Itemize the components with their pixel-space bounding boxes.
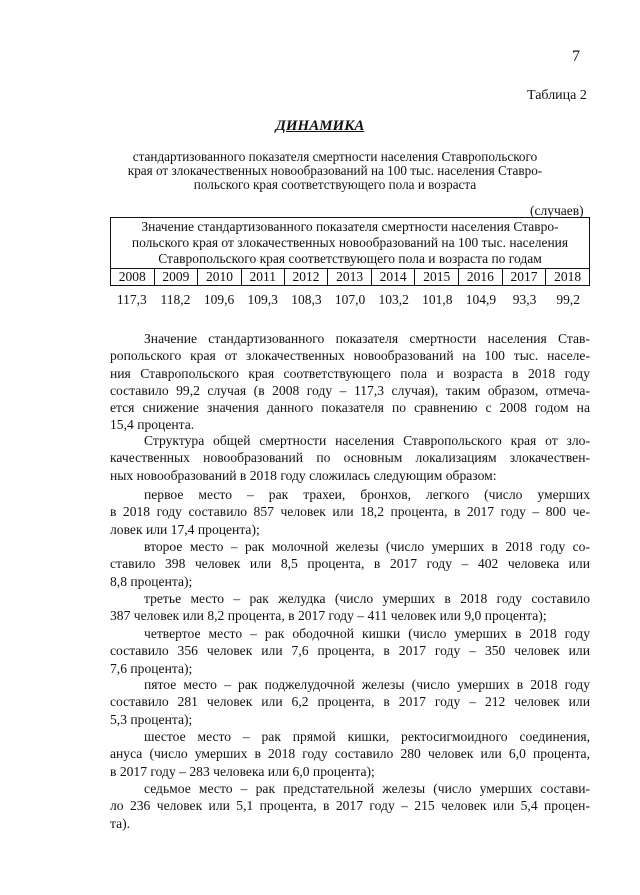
paragraph-line: Значение стандартизованного показателя смертности населения Став-	[144, 331, 590, 346]
value-cell: 103,2	[378, 292, 409, 307]
year-cell: 2011	[241, 269, 284, 286]
year-cell: 2010	[198, 269, 242, 286]
paragraph	[110, 780, 590, 832]
year-cell: 2015	[415, 269, 459, 286]
value-cell: 118,2	[160, 292, 191, 307]
paragraph-line: 8,8 процента);	[110, 573, 193, 589]
paragraph-line: 5,3 процента);	[110, 711, 193, 727]
paragraph-line: ставило 398 человек или 8,5 процента, в 2017 году – 402 человека или	[110, 556, 590, 572]
paragraph	[110, 538, 590, 590]
paragraph-line: качественных новообразований по основным локализациям злокачествен-	[110, 450, 590, 466]
value-cell: 107,0	[334, 292, 366, 307]
units-note: (случаев)	[530, 203, 584, 218]
table-header-line: Ставропольского края соответствующего пола и возраста по годам	[158, 251, 542, 266]
value-cell: 104,9	[465, 292, 497, 307]
year-cell: 2014	[371, 269, 415, 286]
paragraph-line: ло 236 человек или 5,1 процента, в 2017 году – 215 человек или 5,4 процен-	[110, 798, 590, 814]
year-cell: 2017	[502, 269, 546, 286]
paragraph	[110, 486, 590, 538]
subtitle-line: польского края соответствующего пола и возраста	[193, 177, 477, 192]
document-title: ДИНАМИКА	[275, 118, 365, 134]
paragraph	[110, 676, 590, 728]
paragraph-line: составило 99,2 случая (в 2008 году – 117,3 случая), таким образом, отмеча-	[110, 382, 590, 398]
paragraph-line: шестое место – рак прямой кишки, ректосигмоидного соединения,	[144, 729, 590, 744]
paragraph-line: та).	[110, 815, 131, 831]
paragraph-line: третье место – рак желудка (число умерших в 2018 году составило	[144, 591, 590, 606]
paragraph-line: Структура общей смертности населения Ставропольского края от зло-	[144, 433, 590, 448]
value-cell: 117,3	[116, 292, 147, 307]
paragraph-line: в 2017 году – 283 человека или 6,0 процента);	[110, 763, 375, 779]
paragraph-line: ется снижение значения данного показателя по сравнению с 2008 годом на	[110, 400, 590, 416]
paragraph-line: ловек или 17,4 процента);	[110, 521, 260, 537]
paragraph-line: ния Ставропольского края соответствующего пола и возраста в 2018 году	[110, 365, 590, 381]
paragraph-line: 15,4 процента.	[110, 417, 195, 433]
data-table	[110, 217, 590, 286]
year-row	[111, 269, 590, 286]
paragraph-line: второе место – рак молочной железы (число умерших в 2018 году со-	[144, 539, 590, 554]
paragraph-line: 7,6 процента);	[110, 660, 193, 676]
subtitle-line: стандартизованного показателя смертности населения Ставропольского	[132, 149, 538, 164]
value-row	[110, 292, 590, 308]
paragraph-line: четвертое место – рак ободочной кишки (число умерших в 2018 году	[144, 626, 590, 641]
paragraph-line: пятое место – рак поджелудочной железы (число умерших в 2018 году	[144, 677, 590, 692]
page-number: 7	[572, 48, 580, 65]
paragraph	[110, 590, 590, 625]
value-cell: 99,2	[556, 292, 581, 307]
paragraph	[110, 330, 590, 434]
paragraph-line: первое место – рак трахеи, бронхов, легкого (число умерших	[144, 487, 590, 502]
value-cell: 109,6	[203, 292, 235, 307]
paragraph-line: в 2018 году составило 857 человек или 18,2 процента, в 2017 году – 800 че-	[110, 504, 590, 520]
value-cell: 109,3	[247, 292, 278, 307]
document-subtitle	[60, 150, 610, 192]
paragraph-line: составило 356 человек или 7,6 процента, в 2017 году – 350 человек или	[110, 643, 590, 659]
year-cell: 2016	[459, 269, 503, 286]
paragraph-line: 387 человек или 8,2 процента, в 2017 году – 411 человек или 9,0 процента);	[110, 608, 547, 624]
value-cell: 101,8	[422, 292, 453, 307]
value-cell: 93,3	[512, 292, 537, 307]
paragraph	[110, 625, 590, 677]
paragraph-line: ануса (число умерших в 2018 году составило 280 человек или 6,0 процента,	[110, 746, 590, 762]
value-cell: 108,3	[291, 292, 322, 307]
paragraph	[110, 728, 590, 780]
year-cell: 2013	[328, 269, 372, 286]
paragraph-line: седьмое место – рак предстательной железы (число умерших состави-	[144, 781, 590, 796]
year-cell: 2018	[546, 269, 590, 286]
year-cell: 2009	[154, 269, 198, 286]
paragraph-line: ропольского края от злокачественных новообразований на 100 тыс. населе-	[110, 348, 590, 364]
table-header	[111, 218, 590, 269]
year-cell: 2012	[284, 269, 328, 286]
year-cell: 2008	[111, 269, 155, 286]
table-header-line: Значение стандартизованного показателя смертности населения Ставро-	[141, 219, 559, 234]
paragraph-line: ных новообразований в 2018 году сложилась следующим образом:	[110, 467, 497, 483]
table-header-line: польского края от злокачественных новообразований на 100 тыс. населения	[131, 235, 569, 250]
paragraph-line: составило 281 человек или 6,2 процента, в 2017 году – 212 человек или	[110, 694, 590, 710]
subtitle-line: края от злокачественных новообразований на 100 тыс. населения Ставро-	[127, 163, 543, 178]
table-label: Таблица 2	[527, 88, 587, 103]
paragraph	[110, 432, 590, 484]
